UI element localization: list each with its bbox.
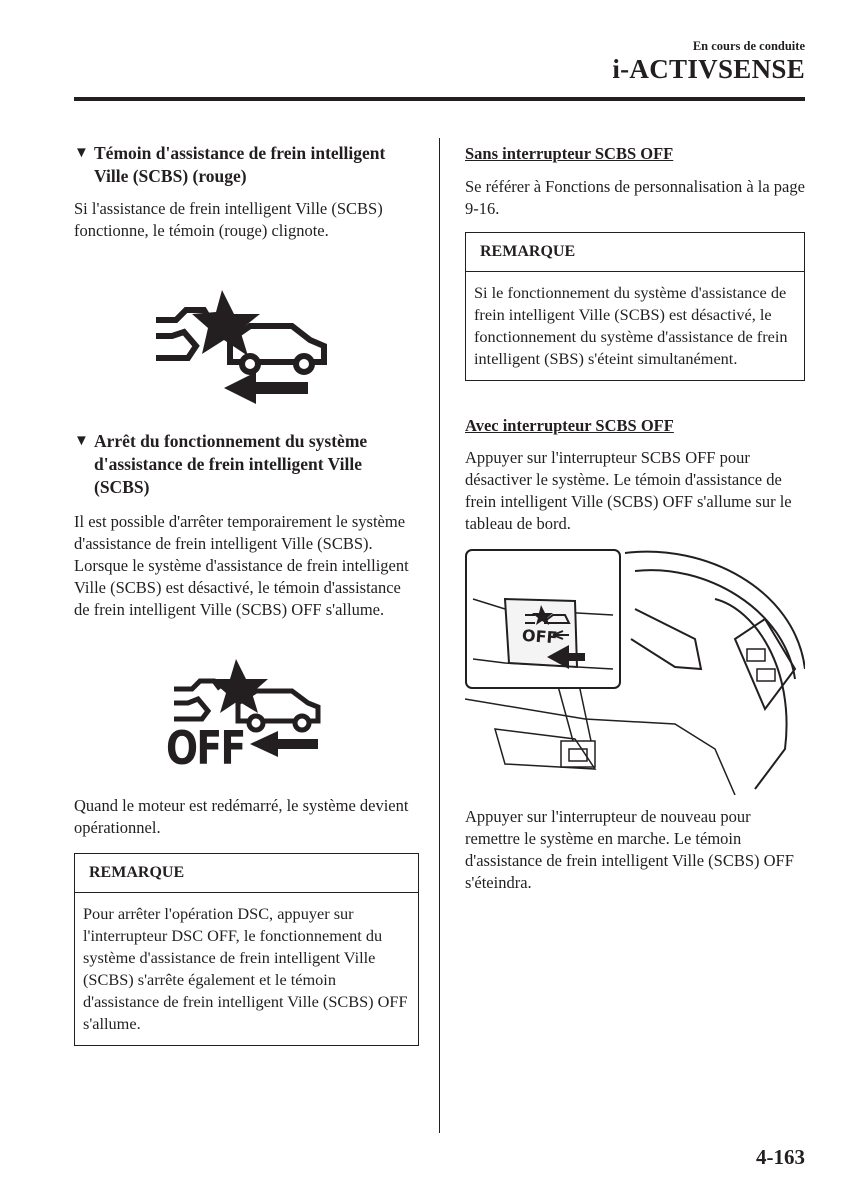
paragraph: Si l'assistance de frein intelligent Ville (SCBS) fonctionne, le témoin (rouge) clignote. — [74, 199, 383, 240]
page-number: 4-163 — [756, 1145, 805, 1169]
subheading-with-switch: Avec interrupteur SCBS OFF — [465, 416, 674, 435]
note-title: REMARQUE — [75, 854, 418, 893]
header-rule — [74, 97, 805, 101]
paragraph: Appuyer sur l'interrupteur SCBS OFF pour désactiver le système. Le témoin d'assistance de frein intelligent Ville (SCBS) OFF s'allume sur le tableau de bord. — [465, 448, 792, 533]
section-label: En cours de conduite — [692, 39, 805, 53]
note-box-dsc — [74, 853, 419, 1046]
off-text: OFF — [521, 625, 559, 648]
column-divider — [439, 138, 440, 1133]
note-box-sbs — [465, 232, 805, 381]
heading-text: Témoin d'assistance de frein intelligent Ville (SCBS) (rouge) — [94, 143, 386, 186]
note-body: Pour arrêter l'opération DSC, appuyer sur l'interrupteur DSC OFF, le fonctionnement du système d'assistance de frein intelligent Ville (SCBS) s'arrête également et le témoin d'assistance de frein intelligent Ville (SCBS) OFF s'allume. — [83, 904, 408, 1033]
subheading-without-switch: Sans interrupteur SCBS OFF — [465, 144, 674, 163]
page-title: i-ACTIVSENSE — [612, 54, 805, 84]
off-text: OFF — [166, 721, 245, 775]
triangle-marker-icon: ▼ — [74, 433, 89, 449]
triangle-marker-icon: ▼ — [74, 145, 89, 161]
scbs-off-light-icon — [168, 655, 328, 785]
paragraph: Appuyer sur l'interrupteur de nouveau pour remettre le système en marche. Le témoin d'assistance de frein intelligent Ville (SCBS) OFF s'éteindra. — [465, 807, 794, 892]
heading-text: Arrêt du fonctionnement du système d'assistance de frein intelligent Ville (SCBS) — [94, 431, 368, 497]
dashboard-switch-illustration — [465, 549, 805, 795]
scbs-warning-light-icon — [152, 278, 419, 408]
paragraph: Quand le moteur est redémarré, le système devient opérationnel. — [74, 796, 409, 837]
paragraph: Lorsque le système d'assistance de frein intelligent Ville (SCBS) est désactivé, le témoin d'assistance de frein intelligent Ville (SCBS) OFF s'allume. — [74, 556, 409, 619]
paragraph: Se référer à Fonctions de personnalisation à la page 9-16. — [465, 177, 805, 218]
paragraph: Il est possible d'arrêter temporairement le système d'assistance de frein intelligent Ville (SCBS). — [74, 512, 406, 553]
left-column — [74, 142, 419, 1046]
heading-scbs-off — [74, 430, 419, 499]
note-body: Si le fonctionnement du système d'assistance de frein intelligent Ville (SCBS) est désactivé, le fonctionnement du système d'assistance de frein intelligent (SBS) s'éteint simultanément. — [474, 283, 788, 368]
note-title: REMARQUE — [466, 233, 804, 272]
heading-scbs-warning — [74, 142, 419, 188]
right-column — [465, 142, 805, 894]
